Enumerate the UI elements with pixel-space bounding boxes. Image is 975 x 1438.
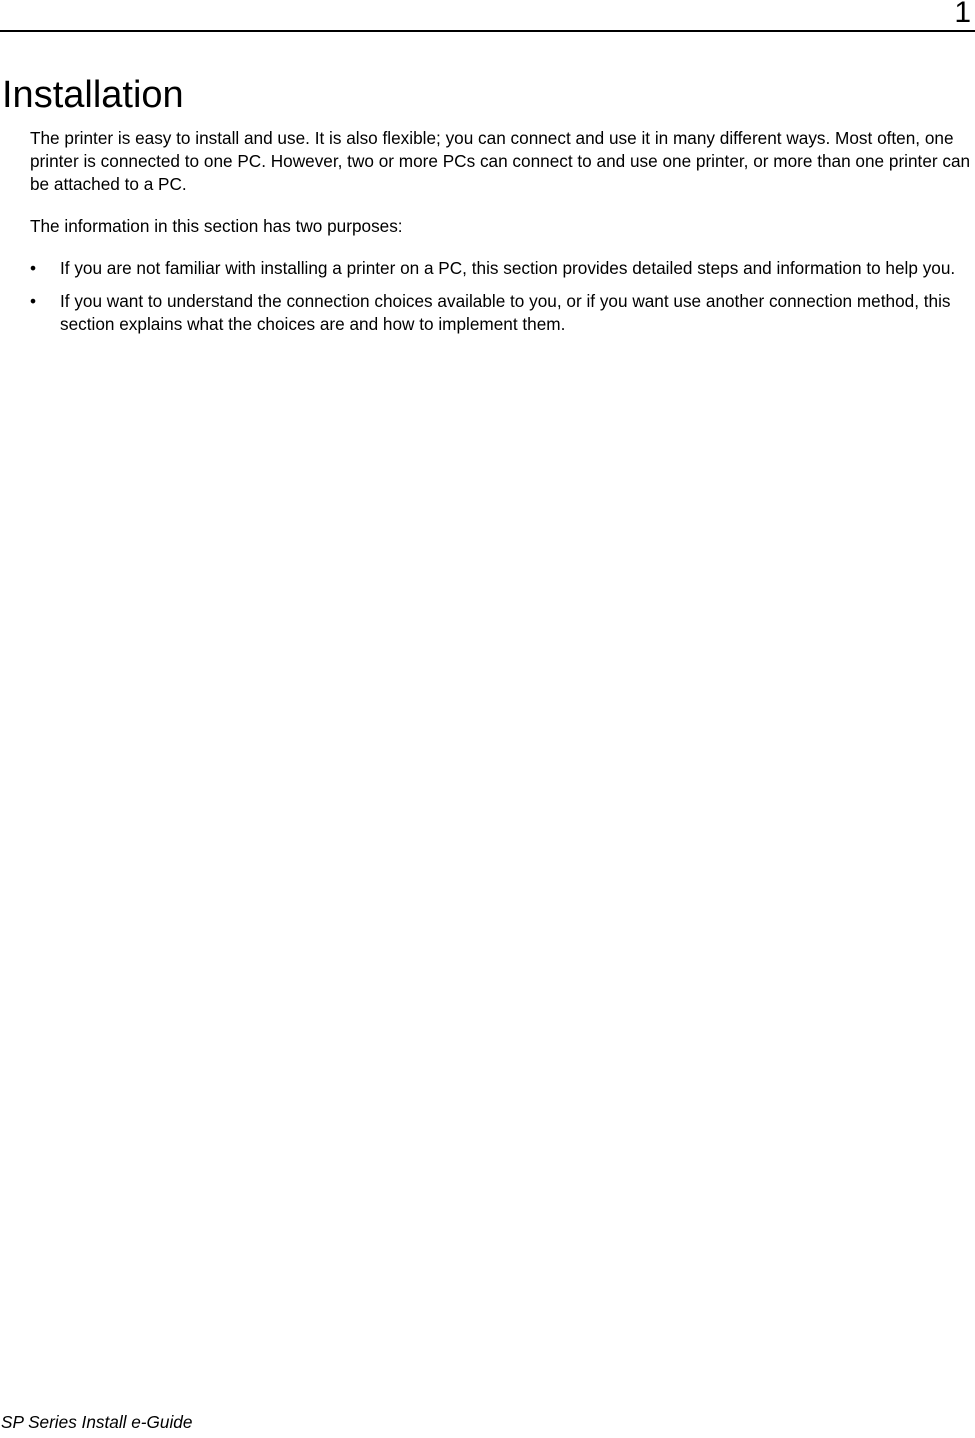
bullet-icon: • [30, 291, 37, 311]
list-item-text: If you are not familiar with installing a printer on a PC, this section provides detailed steps and information to help you. [60, 258, 956, 278]
purpose-paragraph: The information in this section has two purposes: [30, 216, 403, 236]
header-rule [0, 30, 975, 32]
list-item [30, 257, 972, 280]
list-item [30, 290, 972, 336]
bullet-icon: • [30, 258, 37, 278]
page-number: 1 [954, 0, 971, 29]
bullet-list [30, 257, 972, 336]
intro-paragraph: The printer is easy to install and use. It is also flexible; you can connect and use it in many different ways. Most often, one printer is connected to one PC. However, two or more PCs can connect to and use one printer, or more than one printer can be attached to a PC. [30, 128, 971, 194]
body-content [30, 127, 972, 346]
footer-title: SP Series Install e-Guide [1, 1412, 193, 1432]
chapter-title: Installation [2, 74, 184, 116]
list-item-text: If you want to understand the connection choices available to you, or if you want use another connection method, this section explains what the choices are and how to implement them. [60, 291, 951, 334]
